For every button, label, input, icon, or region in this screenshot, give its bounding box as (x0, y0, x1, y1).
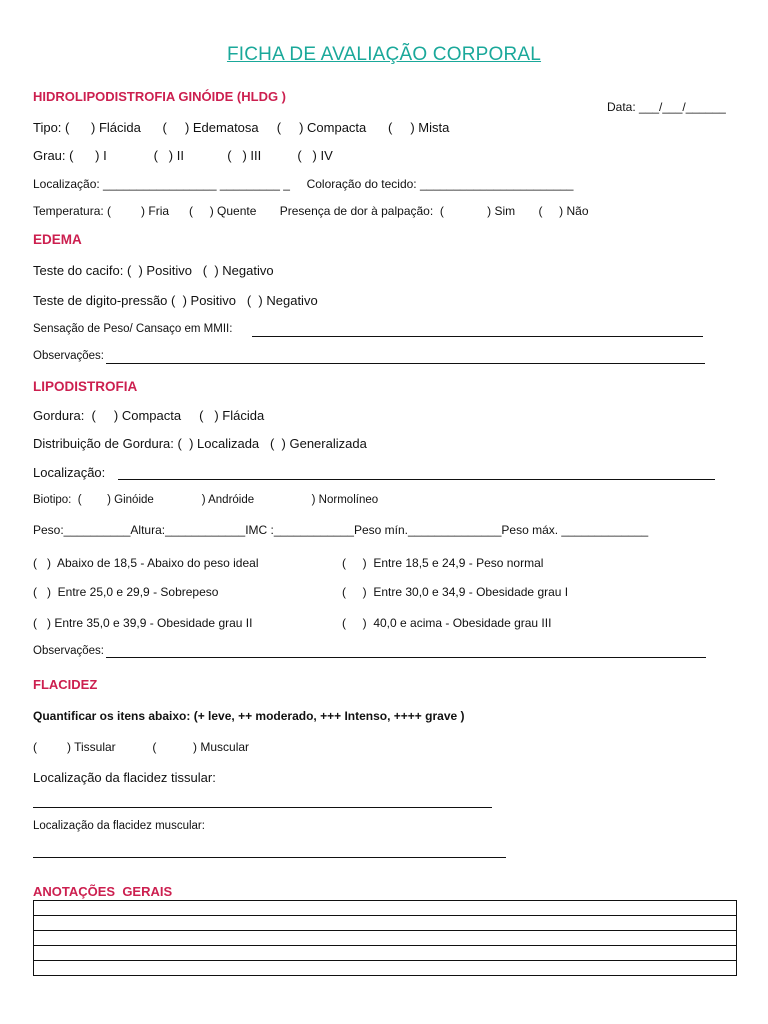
imc-option[interactable]: ( ) Entre 35,0 e 39,9 - Obesidade grau II (33, 616, 253, 630)
edema-cacifo-options[interactable]: Teste do cacifo: ( ) Positivo ( ) Negativo (33, 263, 274, 278)
lipo-medidas-field[interactable]: Peso:__________Altura:____________IMC :____________Peso mín.______________Peso máx. _____________ (33, 523, 649, 537)
imc-option[interactable]: ( ) Abaixo de 18,5 - Abaixo do peso ideal (33, 556, 259, 570)
page-title: FICHA DE AVALIAÇÃO CORPORAL (226, 44, 542, 65)
hldg-grau-options[interactable]: Grau: ( ) I ( ) II ( ) III ( ) IV (33, 148, 333, 163)
imc-option[interactable]: ( ) Entre 18,5 e 24,9 - Peso normal (342, 556, 544, 570)
edema-obs-label: Observações: (33, 350, 104, 362)
edema-digito-options[interactable]: Teste de digito-pressão ( ) Positivo ( ) Negativo (33, 293, 318, 308)
lipo-gordura-options[interactable]: Gordura: ( ) Compacta ( ) Flácida (33, 408, 265, 423)
lipo-biotipo-options[interactable]: Biotipo: ( ) Ginóide ) Andróide ) Normolíneo (33, 494, 379, 506)
table-row (34, 961, 737, 976)
edema-obs-line[interactable] (106, 363, 705, 364)
imc-option[interactable]: ( ) Entre 30,0 e 34,9 - Obesidade grau I (342, 585, 569, 599)
anotacoes-cell[interactable] (34, 901, 737, 916)
lipo-obs-label: Observações: (33, 645, 104, 657)
anotacoes-cell[interactable] (34, 946, 737, 961)
lipo-heading: LIPODISTROFIA (33, 379, 138, 394)
table-row (34, 901, 737, 916)
anotacoes-cell[interactable] (34, 931, 737, 946)
edema-peso-line[interactable] (252, 336, 703, 337)
flacidez-tissular-line[interactable] (33, 807, 492, 808)
table-row (34, 946, 737, 961)
imc-option[interactable]: ( ) Entre 25,0 e 29,9 - Sobrepeso (33, 585, 219, 599)
anotacoes-table (33, 900, 737, 976)
flacidez-muscular-line[interactable] (33, 857, 506, 858)
lipo-distribuicao-options[interactable]: Distribuição de Gordura: ( ) Localizada ( ) Generalizada (33, 436, 367, 451)
flacidez-tipo-options[interactable]: ( ) Tissular ( ) Muscular (33, 740, 250, 754)
flacidez-tissular-label: Localização da flacidez tissular: (33, 770, 216, 785)
anotacoes-heading: ANOTAÇÕES GERAIS (33, 884, 173, 899)
edema-heading: EDEMA (33, 232, 82, 247)
flacidez-instrucoes: Quantificar os itens abaixo: (+ leve, ++ moderado, +++ Intenso, ++++ grave ) (33, 709, 465, 723)
lipo-obs-line[interactable] (106, 657, 706, 658)
table-row (34, 916, 737, 931)
lipo-localizacao-label: Localização: (33, 465, 106, 480)
anotacoes-cell[interactable] (34, 961, 737, 976)
table-row (34, 931, 737, 946)
hldg-localizacao-field[interactable]: Localização: _________________ _________ _ Coloração do tecido: _______________________ (33, 177, 574, 191)
hldg-heading: HIDROLIPODISTROFIA GINÓIDE (HLDG ) (33, 89, 287, 104)
anotacoes-cell[interactable] (34, 916, 737, 931)
flacidez-heading: FLACIDEZ (33, 677, 98, 692)
hldg-temperatura-options[interactable]: Temperatura: ( ) Fria ( ) Quente Presença de dor à palpação: ( ) Sim ( ) Não (33, 204, 589, 218)
hldg-tipo-options[interactable]: Tipo: ( ) Flácida ( ) Edematosa ( ) Compacta ( ) Mista (33, 120, 450, 135)
edema-peso-label: Sensação de Peso/ Cansaço em MMII: (33, 323, 233, 335)
lipo-localizacao-line[interactable] (118, 479, 715, 480)
date-field[interactable]: Data: ___/___/______ (607, 100, 726, 114)
flacidez-muscular-label: Localização da flacidez muscular: (33, 820, 205, 832)
imc-option[interactable]: ( ) 40,0 e acima - Obesidade grau III (342, 616, 552, 630)
